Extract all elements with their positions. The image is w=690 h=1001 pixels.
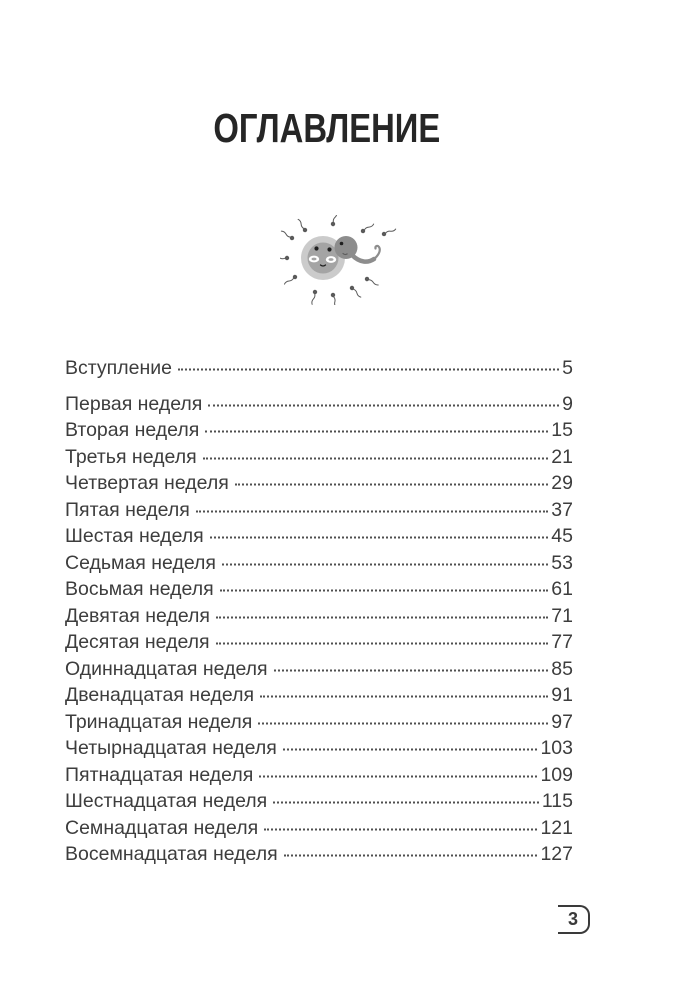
toc-entry (65, 631, 573, 658)
toc-entry-label: Двенадцатая неделя (65, 684, 255, 706)
egg-eye-left (314, 246, 318, 250)
toc-entry-label: Седьмая неделя (65, 551, 216, 574)
dot-leader (210, 537, 549, 539)
toc-entry (65, 843, 573, 870)
toc-entry-label: Вторая неделя (65, 419, 200, 441)
sperm-eye (340, 242, 344, 246)
dot-leader (205, 431, 548, 433)
toc-entry (65, 552, 573, 579)
page-title-text: ОГЛАВЛЕНИЕ (213, 105, 440, 151)
toc-entry (65, 790, 573, 817)
toc-entry (65, 578, 573, 605)
toc-entry-label: Четвертая неделя (65, 472, 229, 494)
toc-entry-label: Четырнадцатая неделя (65, 737, 277, 759)
toc-entry (65, 764, 573, 791)
toc-entry (65, 419, 573, 446)
toc-entry-page: 127 (540, 843, 573, 865)
page-number: 3 (567, 909, 578, 929)
toc-entry-page: 53 (551, 551, 573, 574)
dot-leader (208, 404, 559, 406)
toc-entry-page: 37 (551, 498, 573, 521)
toc-entry-page: 29 (551, 472, 573, 494)
toc-entry-page: 77 (551, 631, 573, 653)
toc-entry (65, 605, 573, 632)
toc-entry-page: 45 (551, 525, 573, 547)
dot-leader (216, 616, 548, 618)
dot-leader (264, 828, 537, 830)
toc-entry (65, 817, 573, 844)
dot-leader (273, 802, 539, 804)
toc-entry-label: Шестнадцатая неделя (65, 790, 268, 812)
toc-entry-label: Пятая неделя (65, 498, 190, 521)
toc-entry-label: Девятая неделя (65, 604, 210, 627)
toc-entry (65, 658, 573, 685)
dot-leader (220, 590, 549, 592)
toc-entry (65, 357, 573, 384)
toc-entry-page: 21 (551, 445, 573, 468)
toc-entry-page: 103 (540, 737, 573, 759)
dot-leader (284, 855, 538, 857)
toc-entry-label: Семнадцатая неделя (65, 816, 259, 839)
table-of-contents (65, 357, 573, 870)
toc-entry-label: Одиннадцатая неделя (65, 657, 268, 680)
toc-entry-page: 9 (562, 392, 573, 415)
toc-entry-label: Восемнадцатая неделя (65, 843, 278, 865)
dot-leader (258, 722, 548, 724)
dot-leader (203, 457, 549, 459)
egg-and-sperm-icon (280, 215, 410, 305)
dot-leader (216, 643, 549, 645)
sperm-head (335, 236, 358, 259)
dot-leader (222, 563, 548, 565)
toc-entry-page: 115 (541, 790, 573, 812)
toc-entry (65, 393, 573, 420)
toc-entry (65, 499, 573, 526)
toc-entry-label: Вступление (65, 357, 172, 379)
toc-entry (65, 737, 573, 764)
dot-leader (235, 484, 549, 486)
page-number-tab (558, 905, 590, 934)
dot-leader (274, 669, 549, 671)
toc-entry (65, 472, 573, 499)
toc-entry-label: Десятая неделя (65, 631, 210, 653)
toc-entry-label: Восьмая неделя (65, 578, 214, 600)
toc-entry (65, 684, 573, 711)
dot-leader (259, 775, 537, 777)
toc-entry (65, 446, 573, 473)
toc-entry (65, 525, 573, 552)
toc-entry-label: Тринадцатая неделя (65, 710, 253, 733)
page-title (0, 105, 653, 151)
toc-entry-page: 85 (551, 657, 573, 680)
toc-entry-page: 97 (551, 710, 573, 733)
toc-entry-label: Шестая неделя (65, 525, 204, 547)
toc-entry-page: 5 (562, 357, 573, 379)
dot-leader (260, 696, 548, 698)
toc-entry-label: Первая неделя (65, 392, 203, 415)
dot-leader (196, 510, 548, 512)
dot-leader (283, 749, 538, 751)
toc-entry-page: 71 (551, 604, 573, 627)
toc-entry-page: 121 (540, 816, 573, 839)
egg-eye-right (327, 247, 331, 251)
toc-entry-page: 109 (540, 763, 573, 786)
toc-entry (65, 711, 573, 738)
toc-entry-page: 61 (551, 578, 573, 600)
toc-entry-page: 91 (551, 684, 573, 706)
dot-leader (178, 369, 559, 371)
toc-entry-page: 15 (551, 419, 573, 441)
fertilization-illustration (280, 215, 410, 305)
sperm-tail (352, 255, 374, 262)
toc-entry-label: Третья неделя (65, 445, 197, 468)
toc-entry-label: Пятнадцатая неделя (65, 763, 254, 786)
